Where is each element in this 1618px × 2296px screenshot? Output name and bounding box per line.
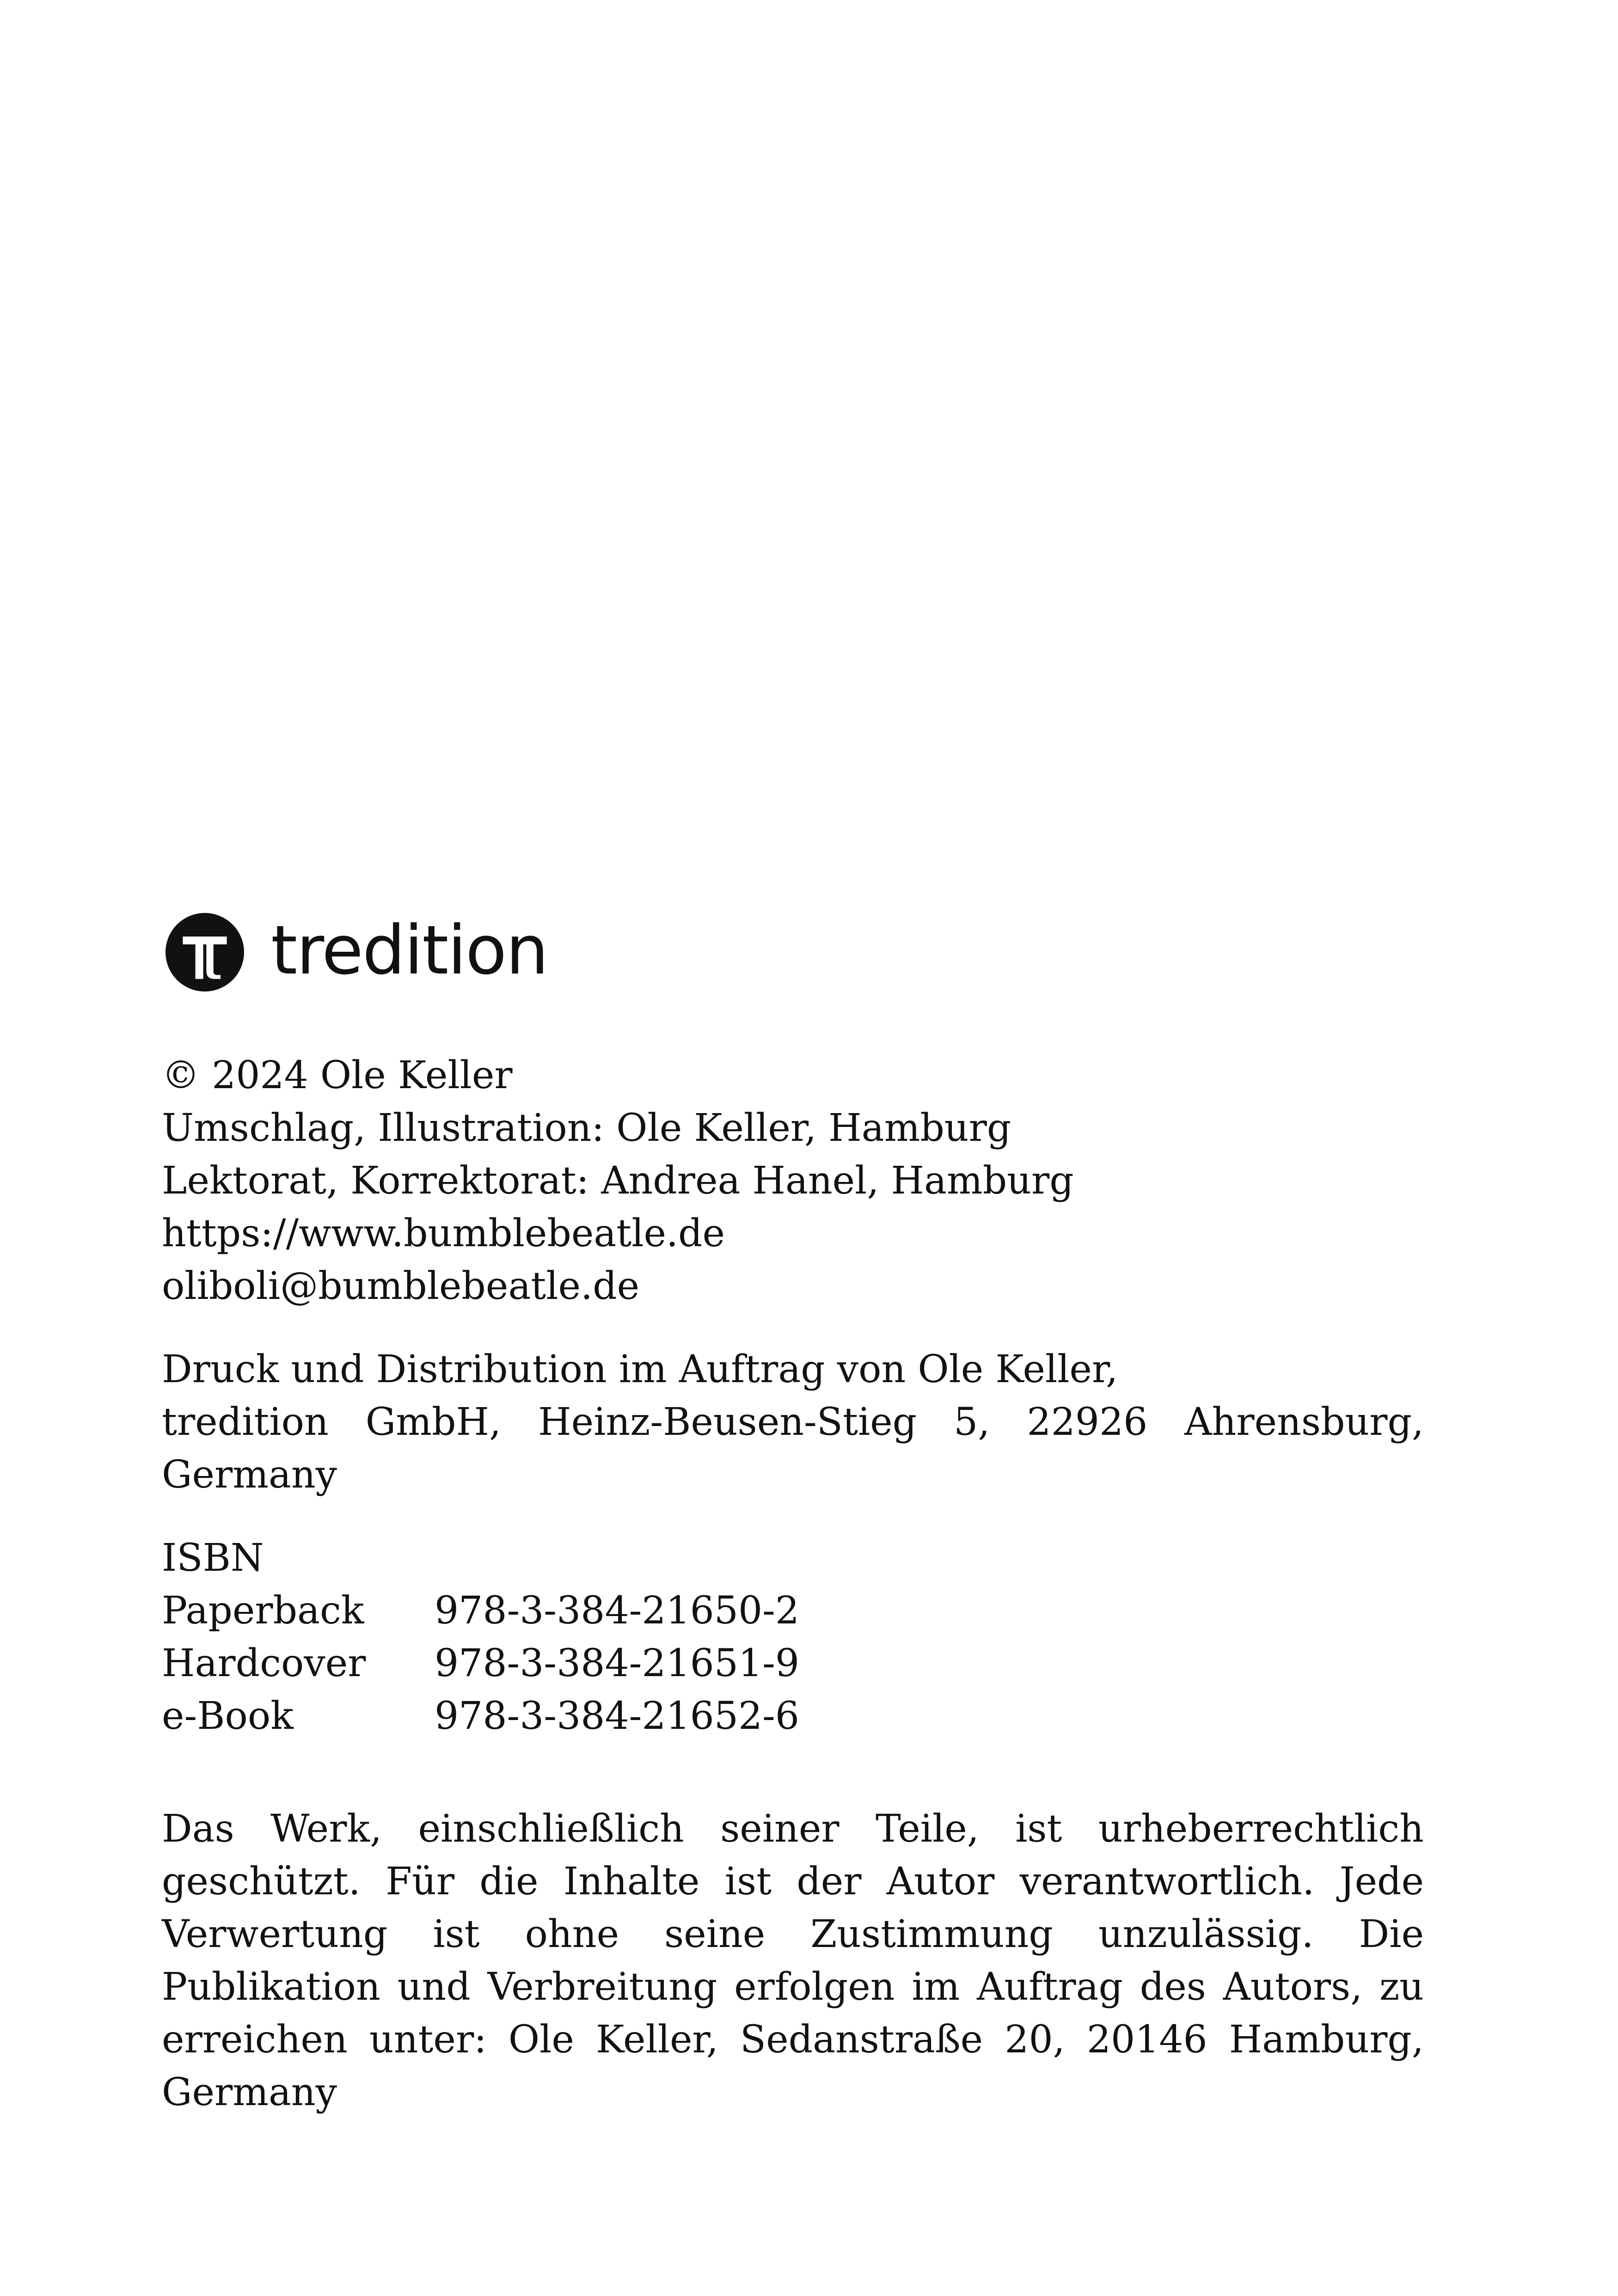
isbn-row-ebook: [162, 1690, 1424, 1743]
copyright-block: [162, 1049, 1424, 1313]
isbn-heading: ISBN: [162, 1536, 264, 1580]
legal-block: [162, 1803, 1424, 2119]
isbn-format-label: e-Book: [162, 1694, 294, 1738]
email-link[interactable]: oliboli@bumblebeatle.de: [162, 1264, 640, 1308]
editing-credit-line: Lektorat, Korrektorat: Andrea Hanel, Hamburg: [162, 1159, 1074, 1203]
tredition-logo-icon: [165, 913, 244, 992]
distribution-line-3: Germany: [162, 1453, 337, 1497]
distribution-line-1: Druck und Distribution im Auftrag von Ole Keller,: [162, 1347, 1118, 1391]
isbn-format-label: Paperback: [162, 1589, 364, 1633]
cover-credit-line: Umschlag, Illustration: Ole Keller, Hamburg: [162, 1106, 1011, 1150]
isbn-row-hardcover: [162, 1637, 1424, 1690]
isbn-format-label: Hardcover: [162, 1641, 366, 1685]
copyright-line: © 2024 Ole Keller: [162, 1053, 513, 1097]
logo-wordmark: tredition: [271, 911, 548, 990]
publisher-logo: [162, 906, 1424, 998]
isbn-number: 978-3-384-21652-6: [435, 1694, 800, 1738]
isbn-number: 978-3-384-21651-9: [435, 1641, 800, 1685]
imprint-content: [162, 906, 1424, 2119]
distribution-line-2: tredition GmbH, Heinz-Beusen-Stieg 5, 22926 Ahrensburg,: [162, 1400, 1424, 1444]
distribution-block: [162, 1343, 1424, 1501]
isbn-row-paperback: [162, 1585, 1424, 1637]
legal-notice: Das Werk, einschließlich seiner Teile, ist urheberrechtlich geschützt. Für die Inhalte ist der Autor verantwortlich. Jede Verwertung ist ohne seine Zustimmung unzulässig. Die Publikation und Verbreitung erfolgen im Auftrag des Autors, zu erreichen unter: Ole Keller, Sedanstraße 20, 20146 Hamburg, Germany: [162, 1807, 1424, 2114]
isbn-number: 978-3-384-21650-2: [435, 1589, 800, 1633]
website-link[interactable]: https://www.bumblebeatle.de: [162, 1212, 725, 1255]
isbn-block: [162, 1532, 1424, 1743]
